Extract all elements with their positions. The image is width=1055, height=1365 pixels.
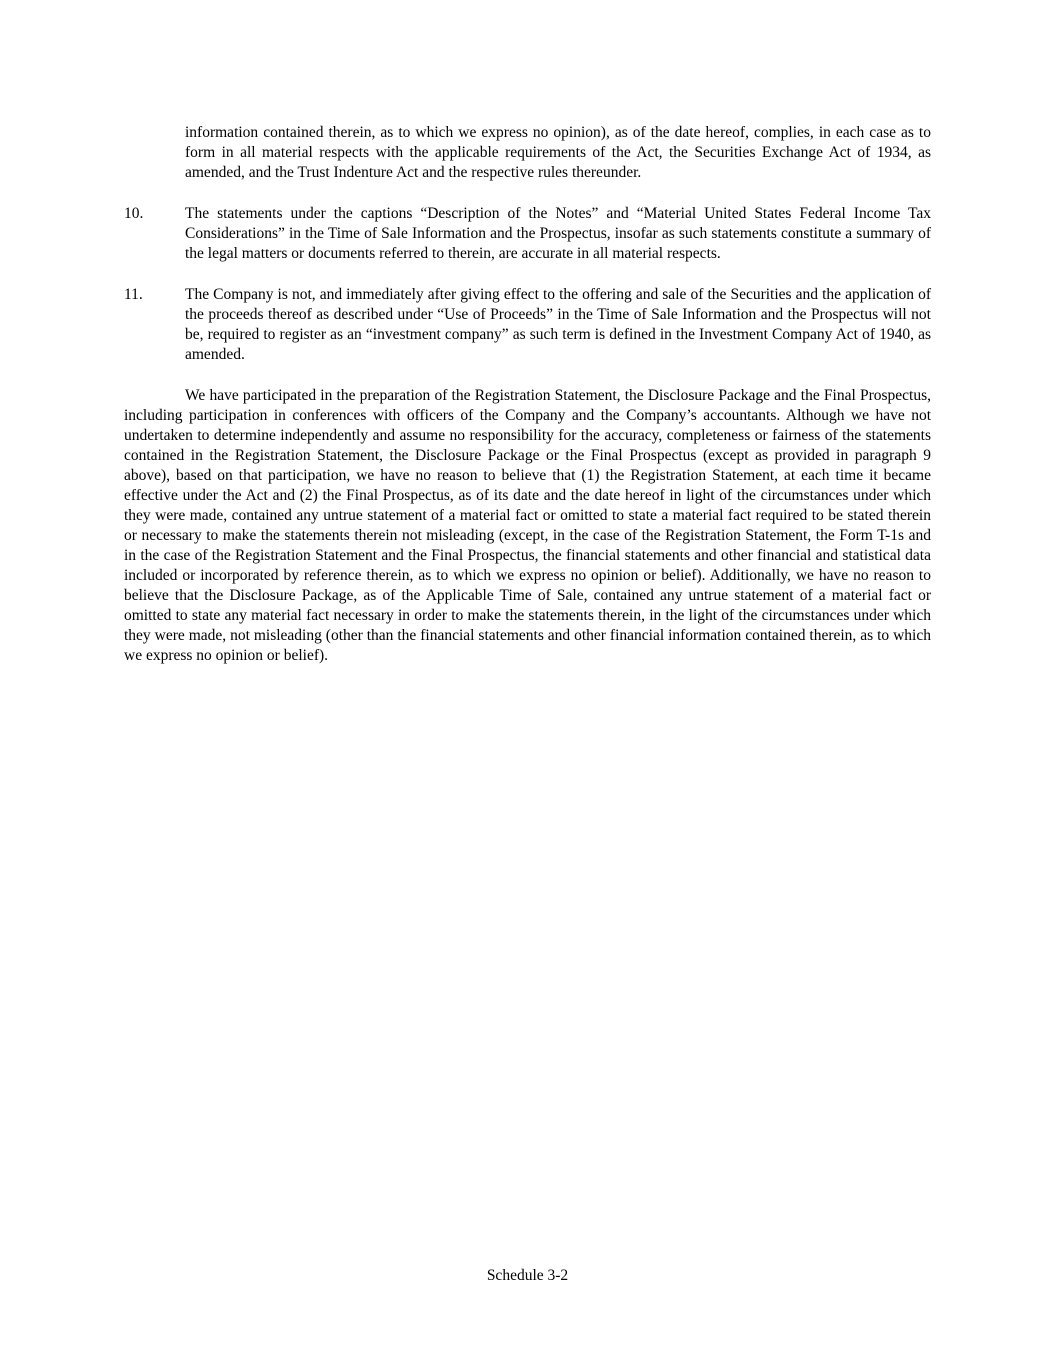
item-text-10: The statements under the captions “Description of the Notes” and “Material United States Federal Income Tax Considerations” in the Time of Sale Information and the Prospectus, insofar as such statements constitute a summary of the legal matters or documents referred to therein, are accurate in all material respects. [185, 205, 931, 262]
list-item-10 [124, 204, 931, 264]
document-body [124, 123, 931, 666]
item-number-11: 11. [124, 286, 143, 303]
page-footer-label: Schedule 3-2 [486, 1267, 569, 1284]
item-number-10: 10. [124, 205, 144, 222]
item-text-11: The Company is not, and immediately after giving effect to the offering and sale of the Securities and the application of the proceeds thereof as described under “Use of Proceeds” in the Time of Sale Information and the Prospectus will not be, required to register as an “investment company” as such term is defined in the Investment Company Act of 1940, as amended. [185, 286, 931, 363]
continuation-paragraph: information contained therein, as to which we express no opinion), as of the date hereof, complies, in each case as to form in all material respects with the applicable requirements of the Act, the Securities Exchange Act of 1934, as amended, and the Trust Indenture Act and the respective rules thereunder. [185, 124, 931, 181]
list-item-11 [124, 285, 931, 365]
closing-paragraph: We have participated in the preparation of the Registration Statement, the Disclosure Package and the Final Prospectus, including participation in conferences with officers of the Company and the Company’s accountants. Although we have not undertaken to determine independently and assume no responsibility for the accuracy, completeness or fairness of the statements contained in the Registration Statement, the Disclosure Package or the Final Prospectus (except as provided in paragraph 9 above), based on that participation, we have no reason to believe that (1) the Registration Statement, at each time it became effective under the Act and (2) the Final Prospectus, as of its date and the date hereof in light of the circumstances under which they were made, contained any untrue statement of a material fact or omitted to state a material fact required to be stated therein or necessary to make the statements therein not misleading (except, in the case of the Registration Statement, the Form T-1s and in the case of the Registration Statement and the Final Prospectus, the financial statements and other financial and statistical data included or incorporated by reference therein, as to which we express no opinion or belief). Additionally, we have no reason to believe that the Disclosure Package, as of the Applicable Time of Sale, contained any untrue statement of a material fact or omitted to state any material fact necessary in order to make the statements therein, in the light of the circumstances under which they were made, not misleading (other than the financial statements and other financial information contained therein, as to which we express no opinion or belief). [124, 387, 931, 664]
